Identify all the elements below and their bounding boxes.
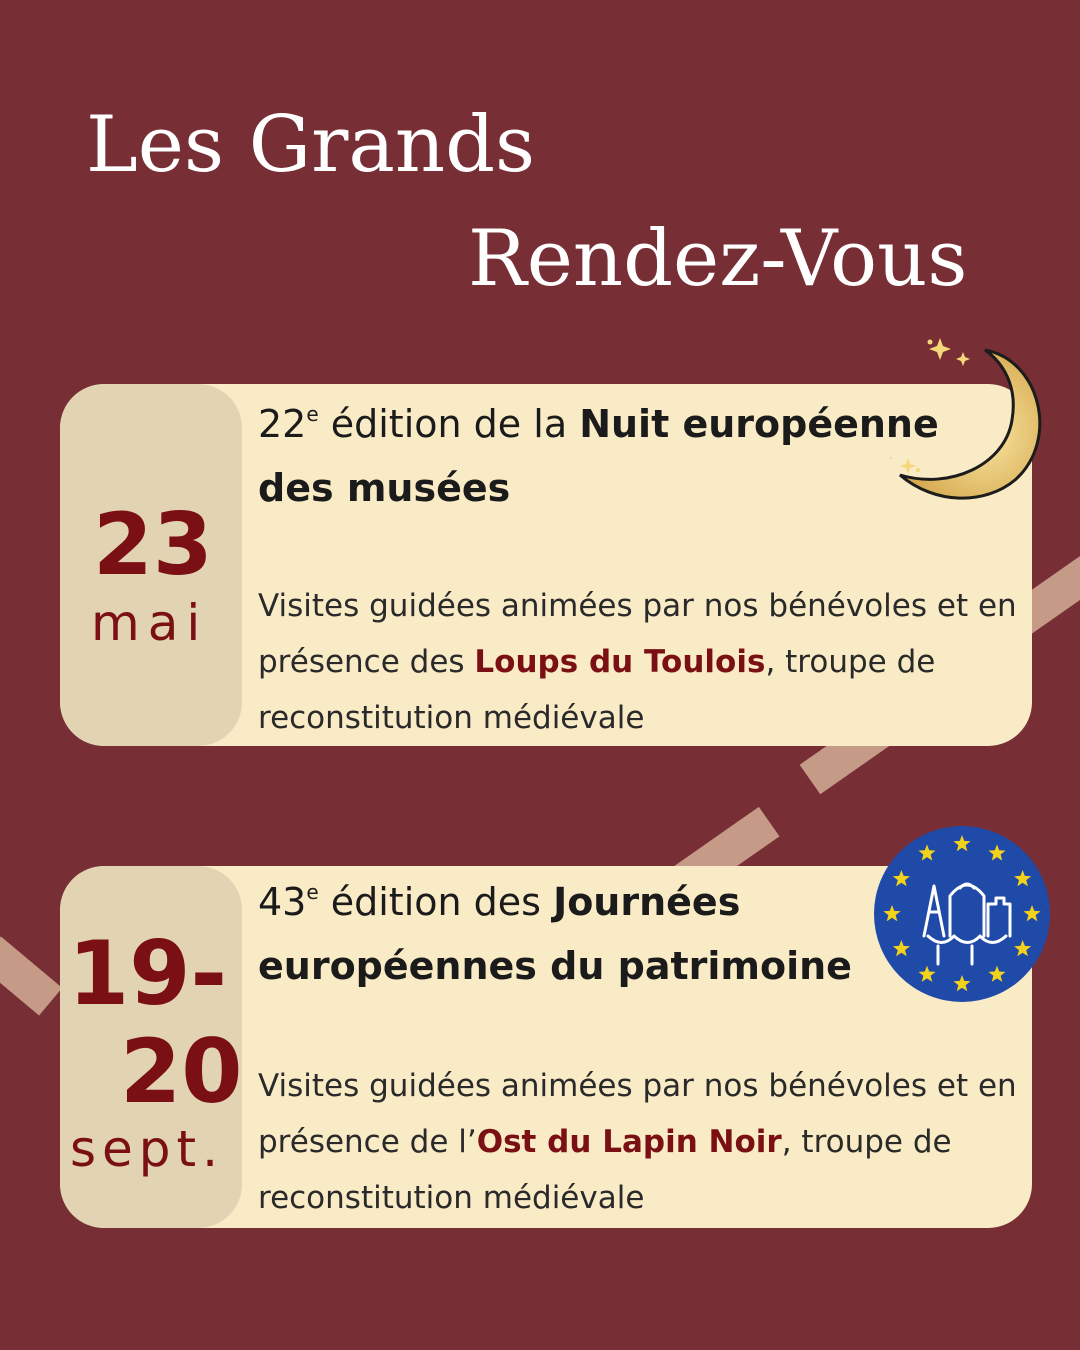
page-title-line-2: Rendez-Vous bbox=[468, 214, 968, 304]
event-date-panel bbox=[60, 384, 242, 746]
troupe-name: Loups du Toulois bbox=[474, 644, 766, 680]
event-name: Journées européennes du patrimoine bbox=[258, 880, 852, 988]
event-description bbox=[258, 1058, 1028, 1226]
desc-text: Visites guidées animées par nos bénévoles et en présence de l’ bbox=[258, 1068, 1017, 1160]
event-title bbox=[258, 870, 878, 998]
edition-suffix: e bbox=[306, 880, 319, 904]
desc-text: Visites guidées animées par nos bénévoles et en présence des bbox=[258, 588, 1017, 680]
event-date-panel bbox=[60, 866, 242, 1228]
decorative-stripe bbox=[0, 936, 62, 1015]
event-card-nuit-des-musees bbox=[60, 384, 1032, 746]
event-date-day-start: 19- bbox=[68, 922, 227, 1025]
event-name: Nuit européenne des musées bbox=[258, 402, 939, 510]
event-date-month: mai bbox=[91, 594, 209, 652]
edition-number: 22 bbox=[258, 402, 307, 446]
desc-text-end: , troupe de reconstitution médiévale bbox=[258, 1124, 952, 1216]
troupe-name: Ost du Lapin Noir bbox=[476, 1124, 782, 1160]
event-date-day: 23 bbox=[93, 495, 213, 595]
title-prefix: édition de la bbox=[318, 402, 580, 446]
event-description bbox=[258, 578, 1028, 746]
european-heritage-days-logo bbox=[872, 824, 1052, 1004]
page-title-line-1: Les Grands bbox=[86, 100, 536, 190]
event-date-day-end: 20 bbox=[120, 1020, 243, 1123]
desc-text-end: , troupe de reconstitution médiévale bbox=[258, 644, 936, 736]
title-prefix: édition des bbox=[318, 880, 554, 924]
crescent-moon-icon bbox=[890, 330, 1060, 510]
event-date-month: sept. bbox=[70, 1120, 225, 1178]
edition-number: 43 bbox=[258, 880, 307, 924]
edition-suffix: e bbox=[306, 402, 319, 426]
